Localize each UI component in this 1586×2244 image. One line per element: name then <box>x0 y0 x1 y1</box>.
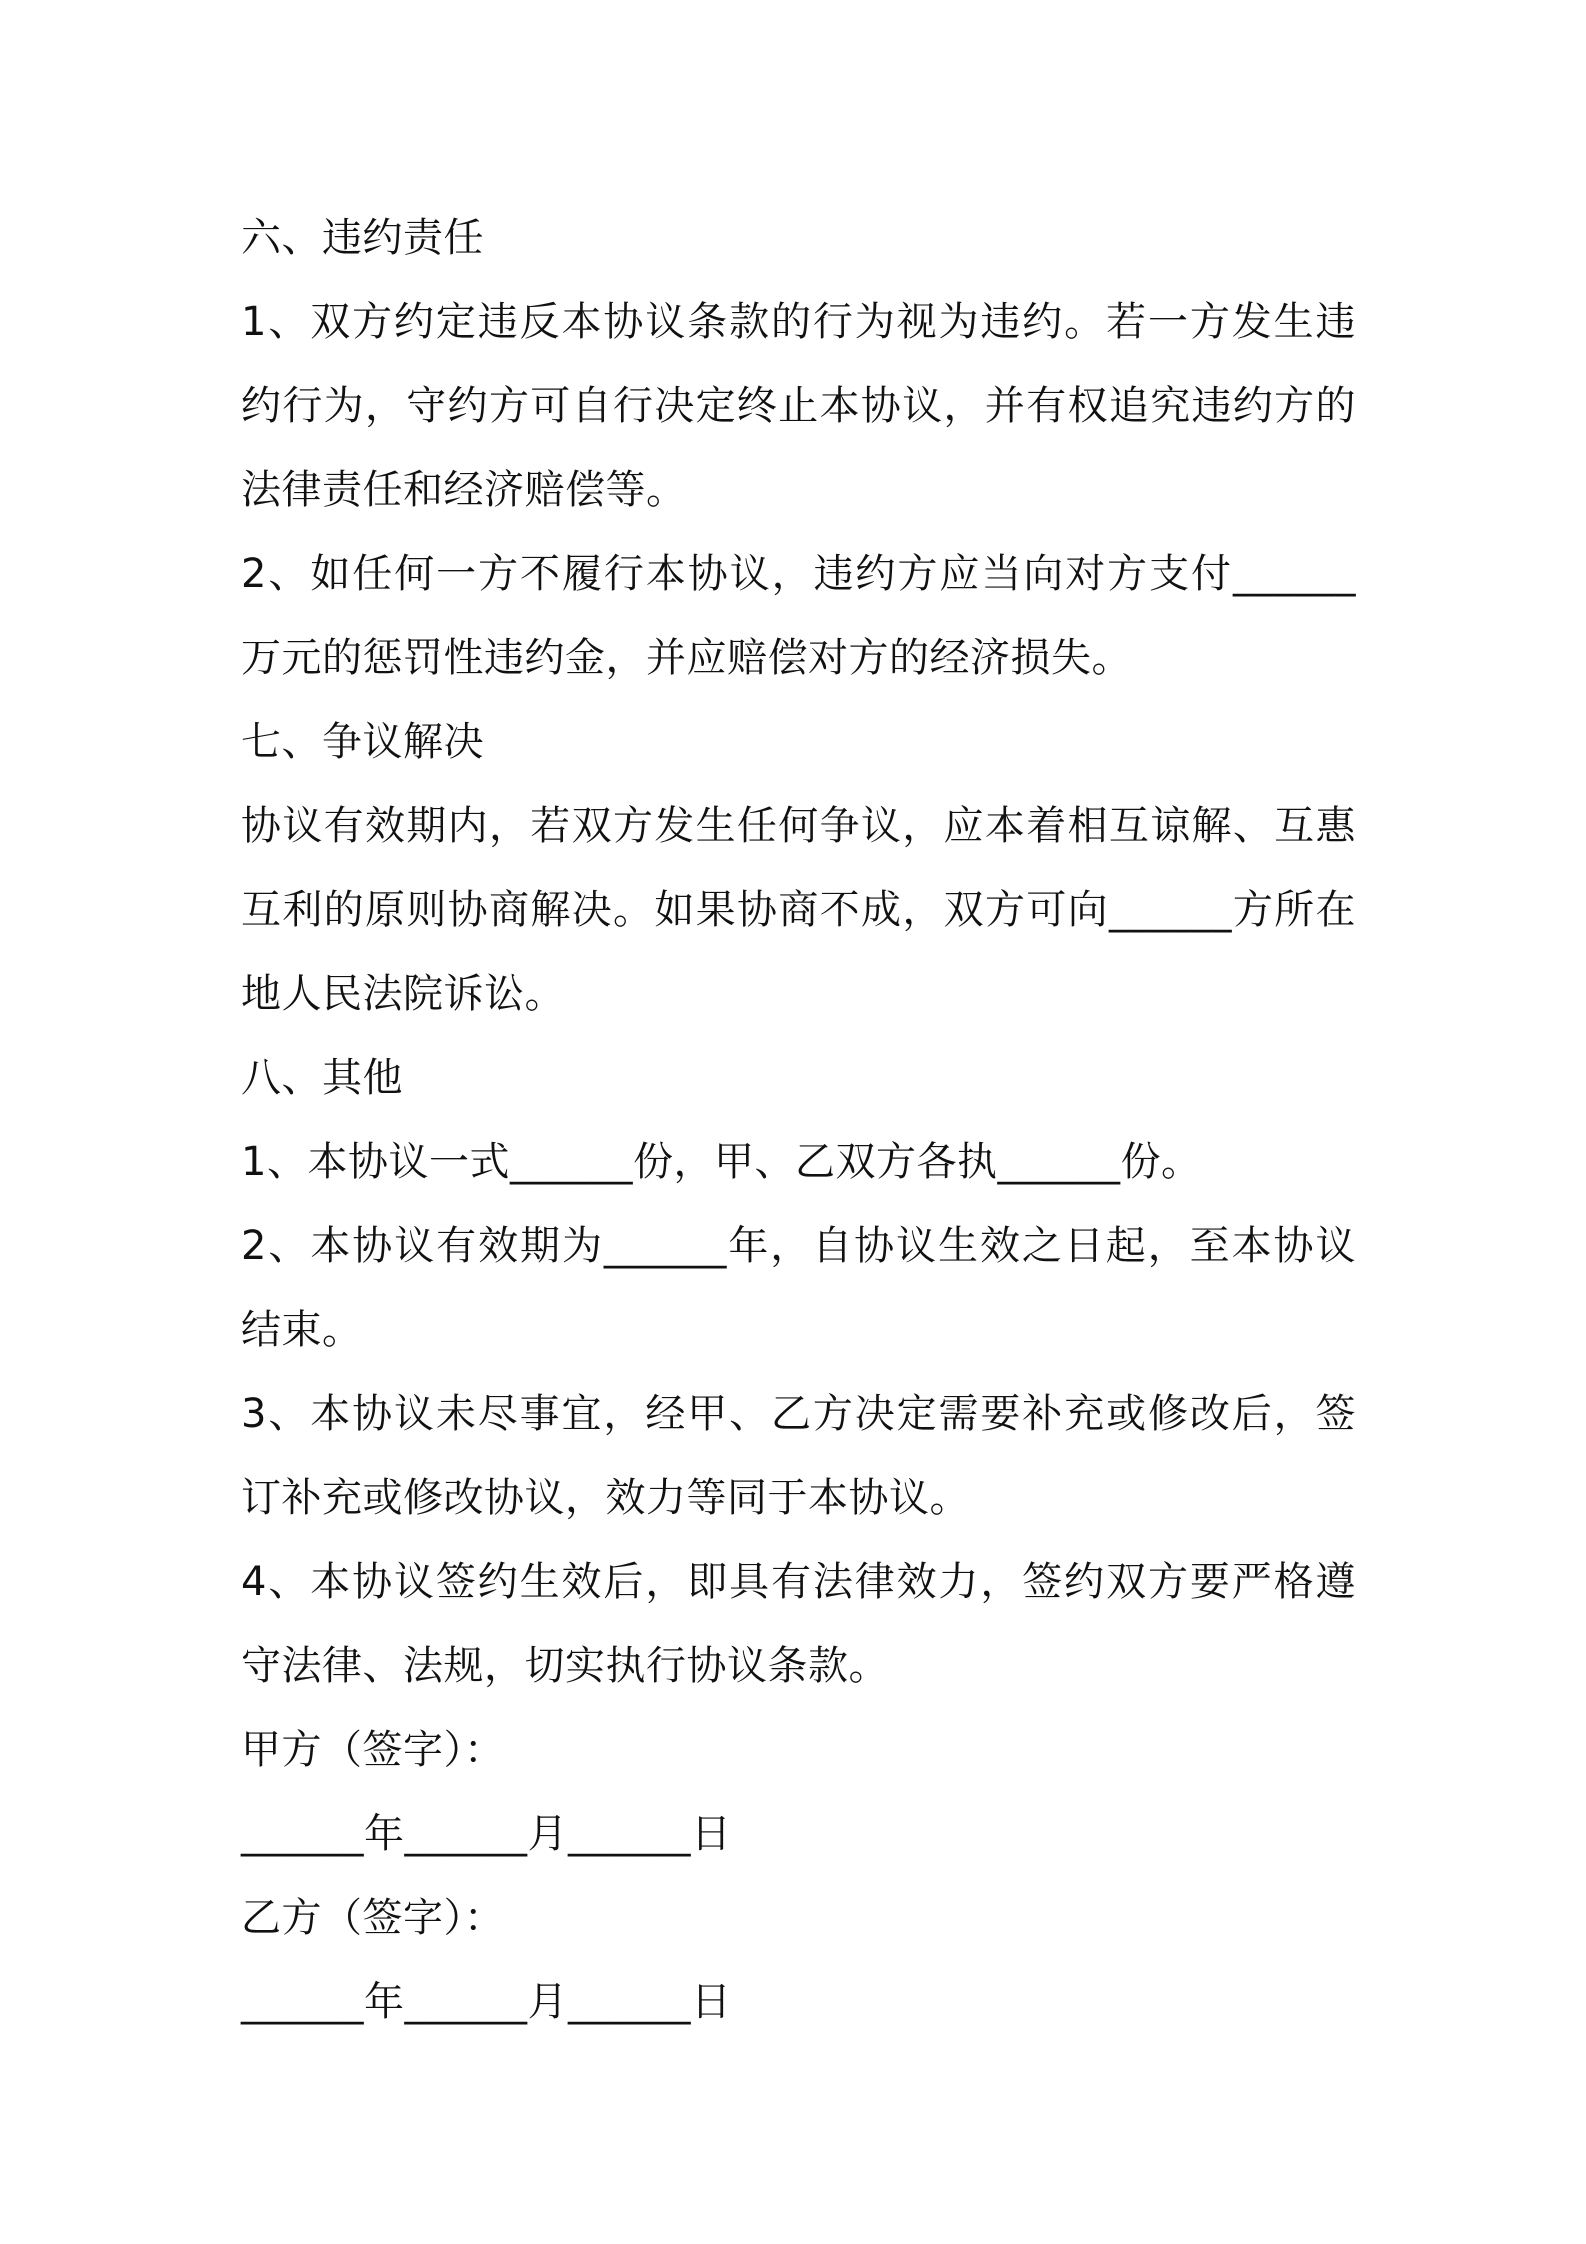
paragraph-breach-2: 2、如任何一方不履行本协议，违约方应当向对方支付______万元的惩罚性违约金，并应赔偿对方的经济损失。 <box>241 551 1356 681</box>
party-b-signature-label: 乙方（签字）： <box>241 1895 505 1941</box>
paragraph-other-2: 2、本协议有效期为______年，自协议生效之日起，至本协议结束。 <box>241 1223 1356 1353</box>
paragraph-dispute: 协议有效期内，若双方发生任何争议，应本着相互谅解、互惠互利的原则协商解决。如果协商不成，双方可向______方所在地人民法院诉讼。 <box>241 803 1356 1017</box>
document-body <box>241 196 1356 2044</box>
party-a-date: ______年______月______日 <box>241 1811 732 1857</box>
party-a-signature-label: 甲方（签字）： <box>241 1727 505 1773</box>
paragraph-other-3: 3、本协议未尽事宜，经甲、乙方决定需要补充或修改后，签订补充或修改协议，效力等同于本协议。 <box>241 1391 1356 1521</box>
paragraph-breach-1: 1、双方约定违反本协议条款的行为视为违约。若一方发生违约行为，守约方可自行决定终止本协议，并有权追究违约方的法律责任和经济赔偿等。 <box>241 299 1356 513</box>
paragraph-other-4: 4、本协议签约生效后，即具有法律效力，签约双方要严格遵守法律、法规，切实执行协议条款。 <box>241 1559 1356 1689</box>
party-b-date: ______年______月______日 <box>241 1979 732 2025</box>
section-heading-dispute-resolution: 七、争议解决 <box>241 719 484 765</box>
paragraph-other-1: 1、本协议一式______份，甲、乙双方各执______份。 <box>241 1139 1202 1185</box>
section-heading-other: 八、其他 <box>241 1055 403 1101</box>
section-heading-breach-liability: 六、违约责任 <box>241 215 484 261</box>
